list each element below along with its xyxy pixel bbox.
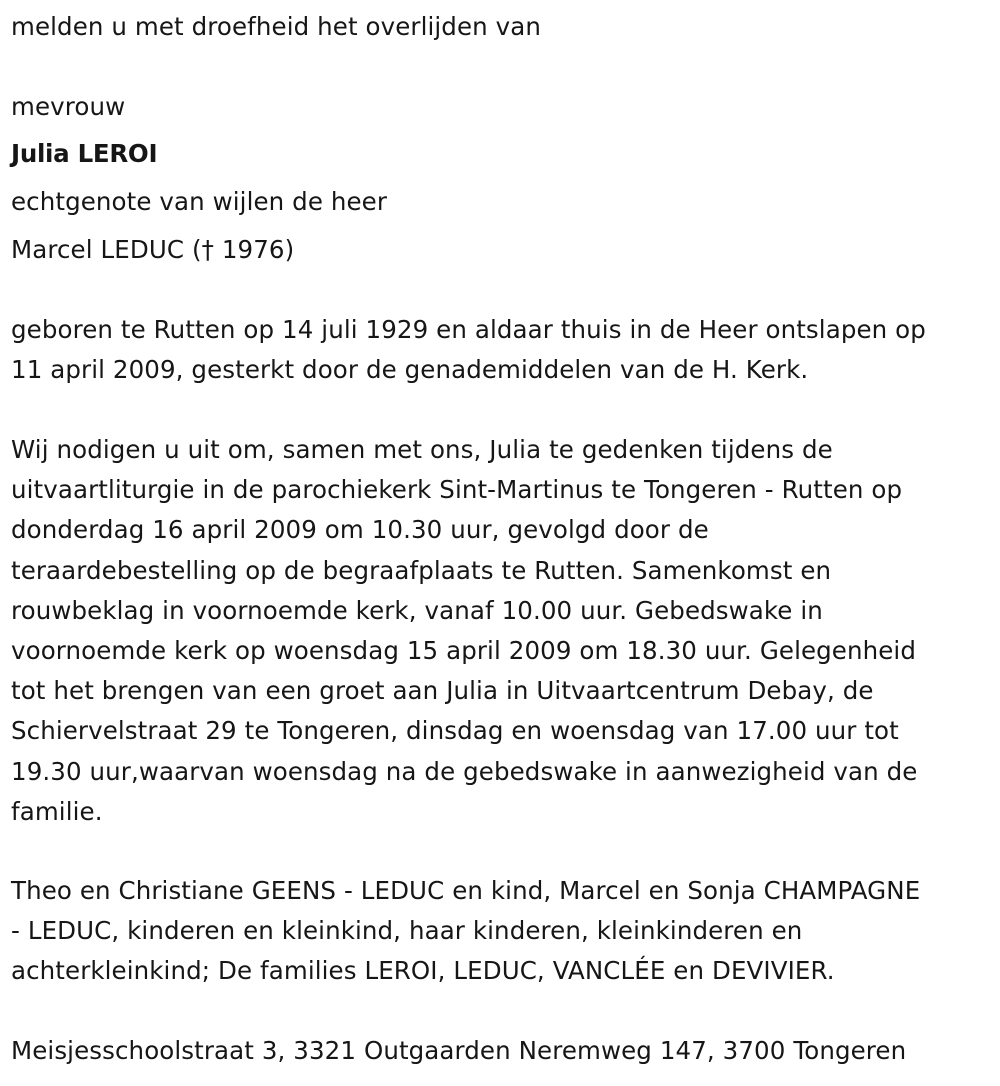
paragraph-line: rouwbeklag in voornoemde kerk, vanaf 10.00 uur. Gebedswake in (11, 595, 823, 625)
paragraph-line: voornoemde kerk op woensdag 15 april 2009 om 18.30 uur. Gelegenheid (11, 636, 916, 666)
invitation-paragraph (11, 430, 996, 832)
birth-death-paragraph (11, 310, 996, 390)
paragraph-line: geboren te Rutten op 14 juli 1929 en aldaar thuis in de Heer ontslapen op (11, 315, 926, 344)
paragraph-line: tot het brengen van een groet aan Julia in Uitvaartcentrum Debay, de (11, 676, 874, 706)
paragraph-line: uitvaartliturgie in de parochiekerk Sint-Martinus te Tongeren - Rutten op (11, 475, 903, 505)
paragraph-line: teraardebestelling op de begraafplaats te Rutten. Samenkomst en (11, 555, 832, 585)
paragraph-line: Theo en Christiane GEENS - LEDUC en kind, Marcel en Sonja CHAMPAGNE (11, 876, 921, 905)
paragraph-line: familie. (11, 796, 103, 826)
addresses-line: Meisjesschoolstraat 3, 3321 Outgaarden Neremweg 147, 3700 Tongeren (11, 1036, 907, 1065)
deceased-name: Julia LEROI (11, 139, 158, 168)
paragraph-line: - LEDUC, kinderen en kleinkind, haar kinderen, kleinkinderen en (11, 916, 803, 946)
title-prefix: mevrouw (11, 92, 126, 121)
paragraph-line: Schiervelstraat 29 te Tongeren, dinsdag en woensdag van 17.00 uur tot (11, 716, 899, 746)
paragraph-line: 19.30 uur,waarvan woensdag na de gebedswake in aanwezigheid van de (11, 756, 918, 786)
family-paragraph (11, 871, 996, 992)
intro-text: melden u met droefheid het overlijden van (11, 12, 541, 41)
paragraph-line: achterkleinkind; De families LEROI, LEDUC, VANCLÉE en DEVIVIER. (11, 956, 835, 986)
paragraph-line: 11 april 2009, gesterkt door de genademiddelen van de H. Kerk. (11, 355, 809, 385)
spouse-name: Marcel LEDUC († 1976) (11, 235, 295, 264)
paragraph-line: donderdag 16 april 2009 om 10.30 uur, gevolgd door de (11, 515, 709, 545)
paragraph-line: Wij nodigen u uit om, samen met ons, Julia te gedenken tijdens de (11, 435, 833, 464)
spouse-line: echtgenote van wijlen de heer (11, 187, 388, 216)
